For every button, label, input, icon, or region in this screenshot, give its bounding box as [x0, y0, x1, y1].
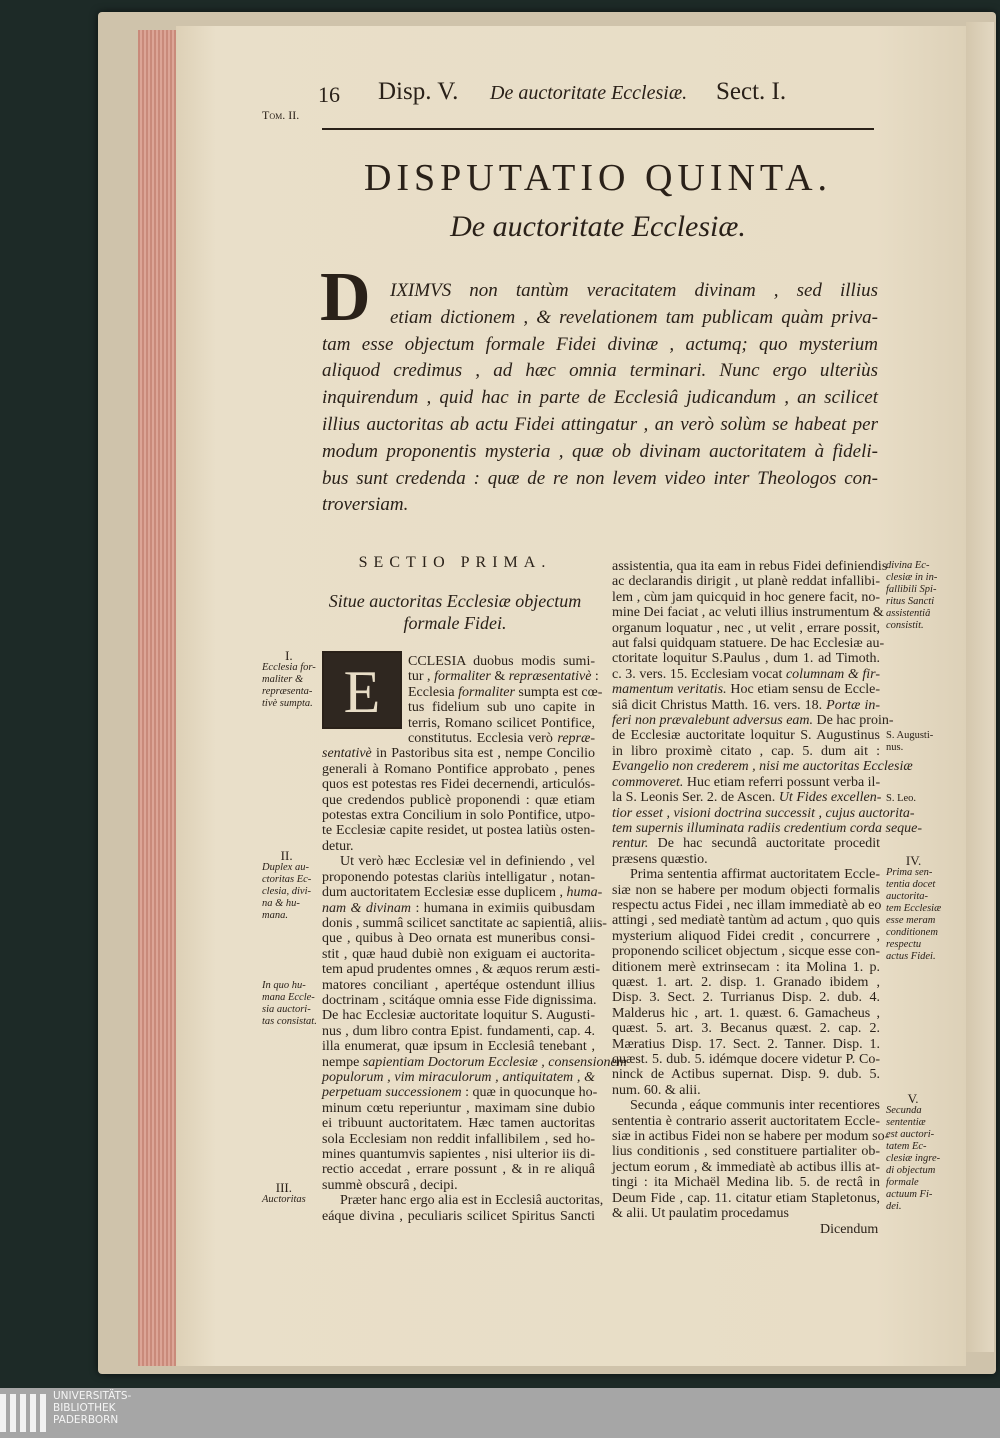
text-line — [322, 962, 601, 978]
text-line — [612, 960, 880, 975]
text-line — [612, 574, 880, 589]
text-line — [612, 667, 880, 682]
margin-note-9 — [886, 1093, 940, 1213]
text-line — [612, 975, 880, 990]
text-line — [612, 621, 880, 636]
text-line — [612, 590, 880, 605]
italic-text: tem supernis illuminata radiis credentium corda seque- — [612, 820, 923, 836]
text-line — [322, 777, 595, 792]
text-line — [322, 1008, 595, 1023]
intro-paragraph — [322, 278, 878, 519]
note-number: III. — [275, 1180, 292, 1195]
text-line — [322, 901, 595, 916]
text-span: Malderus hic , art. 1. quæst. 6. Gamacheus , — [612, 1005, 880, 1021]
note-line: S. Leo. — [886, 793, 917, 804]
text-span: constitutus. Ecclesia verò — [408, 731, 558, 747]
text-span: De hac secundâ auctoritate procedit — [648, 836, 880, 852]
text-line — [322, 885, 603, 901]
text-span: in Pastoribus sita est , nempe Concilio — [371, 746, 595, 762]
text-line — [322, 978, 595, 993]
italic-text: Ut Fides excellen- — [778, 790, 882, 806]
disputation-title: DISPUTATIO QUINTA. — [363, 157, 833, 199]
text-span: siæ non se habere per modum objecti formalis — [612, 882, 880, 898]
text-span: dum auctoritatem Ecclesiæ esse duplicem , — [322, 885, 567, 901]
note-line: conditionem — [886, 927, 938, 938]
italic-text: Portæ in- — [826, 697, 880, 713]
text-line — [322, 1070, 595, 1085]
note-line: mana. — [262, 910, 288, 921]
text-line — [612, 605, 884, 621]
text-span: proponendo scilicet objectum , sicque esse con- — [612, 944, 880, 960]
text-span: tus fidelium sub uno capite in — [408, 700, 595, 716]
next-page-edge — [966, 22, 994, 1352]
text-line — [612, 1067, 880, 1082]
text-line — [322, 915, 607, 931]
margin-note-7 — [886, 793, 916, 805]
margin-note-8 — [886, 855, 941, 963]
italic-text: rentur. — [612, 836, 649, 852]
text-span: generali à Romano Pontifice approbato , penes — [322, 761, 595, 777]
text-span: quæst. 5. dub. 5. idémque docere videtur P. Co- — [612, 1052, 880, 1067]
note-line: repræsenta- — [262, 686, 313, 697]
margin-note-5 — [886, 560, 937, 632]
text-line — [322, 1039, 595, 1054]
text-span: Hoc etiam sensu de Eccle- — [726, 682, 880, 698]
text-span: matores conciliant , apertéque ostendunt illius — [322, 977, 595, 993]
note-line: na & hu- — [262, 898, 300, 909]
text-span: Disp. 3. Sect. 2. Turrianus Disp. 2. dub. 4. — [612, 990, 880, 1006]
text-line — [322, 931, 595, 946]
italic-text: perpetuam successionem — [322, 1085, 462, 1101]
note-number: IV. — [905, 853, 922, 868]
text-line — [612, 836, 880, 851]
drop-cap-d: D — [320, 259, 371, 336]
italic-text: columnam & fir- — [785, 666, 880, 682]
note-line: Ecclesia for- — [262, 662, 316, 673]
text-span: c. 3. vers. 15. Ecclesiam vocat — [612, 666, 786, 682]
note-line: assistentiâ — [886, 608, 931, 619]
text-span: Mæratius Disp. 17. Sect. 2. Tanner. Disp. 1. — [612, 1036, 880, 1052]
italic-text: nam & divinam — [322, 900, 411, 916]
text-line — [612, 790, 880, 805]
text-span: sumpta est cœ- — [514, 684, 603, 700]
text-line — [612, 698, 880, 713]
ornamental-drop-cap-e: E — [322, 651, 402, 729]
text-line — [322, 1147, 595, 1162]
text-line — [612, 867, 880, 882]
text-line — [322, 684, 603, 700]
text-line — [322, 654, 595, 669]
text-line — [612, 929, 880, 944]
intro-line: inquirendum , quid hac in parte de Ecclesiâ judicandum , an scilicet — [322, 387, 878, 409]
note-line: di objectum — [886, 1165, 936, 1176]
text-span: te Ecclesiæ capite residet, ut postea latiùs osten- — [322, 823, 595, 839]
text-line — [322, 839, 595, 854]
running-title: De auctoritate Ecclesiæ. — [490, 82, 688, 104]
text-span: attingi , sed mediatè tantùm ad actum , quo quis — [612, 913, 880, 929]
text-line — [322, 716, 595, 731]
text-line — [612, 1037, 880, 1052]
page-number: 16 — [318, 82, 340, 107]
text-line — [322, 1193, 604, 1209]
text-line — [612, 559, 888, 574]
note-number: II. — [280, 848, 293, 863]
note-line: respectu — [886, 939, 922, 950]
note-line: fallibili Spi- — [886, 584, 937, 595]
text-line — [612, 1006, 880, 1021]
text-line — [322, 762, 595, 777]
margin-note-6 — [886, 730, 933, 754]
text-span: quæst. 5. art. 3. Becanus quæst. 2. cap. 2. — [612, 1021, 880, 1037]
text-line — [612, 852, 880, 867]
text-span: assistentia, qua ita eam in rebus Fidei definiendis — [612, 559, 888, 574]
text-line — [322, 1132, 595, 1147]
text-line — [322, 700, 595, 715]
text-line — [322, 1085, 598, 1101]
text-span: de Ecclesiæ auctoritate loquitur S. Augustinus — [612, 728, 880, 744]
text-span: nus , dum libro contra Epist. fundamenti, cap. 4. — [322, 1023, 595, 1039]
note-line: actuum Fi- — [886, 1189, 933, 1200]
note-line: consistit. — [886, 620, 924, 631]
note-line: tas consistat. — [262, 1016, 317, 1027]
text-span: minum cœtu reperiuntur , maximam sine dubio — [322, 1100, 595, 1116]
text-span: in libro proximè citato , cap. 5. dum ait : — [612, 743, 880, 759]
text-line — [322, 947, 595, 962]
text-line — [322, 1116, 595, 1131]
text-span: tingi : ita Michaël Medina lib. 5. de rectâ in — [612, 1175, 880, 1191]
text-span: quæst. 1. art. 2. disp. 1. Granado ibidem , — [612, 974, 880, 990]
note-line: dei. — [886, 1201, 902, 1212]
text-span: Ut verò hæc Ecclesiæ vel in definiendo , vel — [340, 854, 595, 870]
text-span: proponendo potestas clariùs intelligatur , notan- — [322, 869, 595, 885]
text-span: Prima sententia affirmat auctoritatem Eccle- — [630, 867, 880, 883]
text-span: ditionem merè extrinsecam : ita Molina 1. p. — [612, 959, 880, 975]
text-span: doctrinam , scitáque omnia esse Fide dignissima. — [322, 992, 597, 1008]
text-span: mysterium aliquod Fidei credit , concurrere , — [612, 928, 880, 944]
margin-note-3 — [262, 980, 317, 1028]
text-span: mine Dei faciat , ac veluti illius instrumentum & — [612, 605, 884, 621]
text-span: : quæ in quocunque ho- — [461, 1085, 598, 1101]
text-line — [322, 854, 595, 869]
text-span: illa enumerat, quæ ipsum in Ecclesiâ tenebant , — [322, 1039, 595, 1055]
note-line: divina Ec- — [886, 560, 930, 571]
text-span: organum loquatur , nec , ut velit , errare possit, — [612, 620, 880, 636]
note-line: auctorita- — [886, 891, 928, 902]
text-line — [612, 682, 880, 697]
intro-line: aliquod credimus , ad hæc omnia terminari. Nunc ergo ulteriùs — [322, 360, 878, 382]
note-line: clesia, divi- — [262, 886, 311, 897]
text-span: que , quibus à Deo ornata est muneribus consi- — [322, 931, 595, 947]
note-line: In quo hu- — [262, 980, 306, 991]
text-span: & — [490, 669, 509, 685]
italic-text: commoveret. — [612, 774, 684, 790]
note-line: nus. — [886, 742, 904, 753]
text-line — [612, 744, 880, 759]
section-subheading-2: formale Fidei. — [403, 613, 507, 633]
text-line — [612, 913, 880, 928]
text-span: stit , quæ haud dubiè non exiguam ei auctorita- — [322, 946, 595, 962]
disputation-subtitle: De auctoritate Ecclesiæ. — [450, 210, 746, 243]
text-span: De hac Ecclesiæ auctoritate loquitur S. Augusti- — [322, 1008, 595, 1024]
section-heading: SECTIO PRIMA. — [358, 554, 552, 571]
italic-text: repræ- — [557, 731, 595, 747]
italic-text: sapientiam Doctorum Ecclesiæ , consensionem — [362, 1054, 627, 1070]
text-span: : humana in eximiis quibusdam — [411, 900, 595, 916]
text-line — [322, 808, 595, 823]
text-span: mines quantumvis sapientes , nisi ulterior iis di- — [322, 1147, 595, 1162]
italic-text: populorum , vim miraculorum , antiquitatem , & — [322, 1069, 595, 1085]
library-logo-text — [53, 1390, 131, 1426]
text-line — [612, 1206, 880, 1221]
text-line — [612, 1098, 880, 1113]
text-line — [612, 990, 880, 1005]
text-line — [612, 1083, 880, 1098]
text-span: quos est potestas res Fidei decernendi, articulós- — [322, 777, 595, 793]
text-line — [322, 870, 595, 885]
text-line — [612, 728, 880, 743]
text-span: ei tribuunt auctoritatem. Hæc tamen auctoritas — [322, 1116, 595, 1132]
note-line: est auctori- — [886, 1129, 935, 1140]
text-line — [322, 823, 595, 838]
section-subheading: Situe auctoritas Ecclesiæ objectum — [328, 591, 582, 611]
header-rule — [322, 128, 874, 130]
italic-text: formaliter — [434, 669, 491, 685]
text-span: que credendos publicè proponendi : quæ etiam — [322, 792, 595, 808]
note-line: Auctoritas — [262, 1194, 306, 1205]
note-line: ctoritas Ec- — [262, 874, 312, 885]
intro-line: bus sunt credenda : quæ de re non levem video inter Theologos con- — [322, 467, 878, 489]
text-line — [612, 636, 885, 652]
italic-text: Evangelio non crederem , nisi me auctoritas Ecclesiæ — [612, 759, 913, 775]
text-span: sententia è contrario asserit auctoritatem Eccle- — [612, 1113, 880, 1129]
text-span: sola Ecclesiam non reddit infallibilem , sed ho- — [322, 1131, 595, 1147]
logo-line: PADERBORN — [53, 1414, 119, 1426]
disputation-label: Disp. V. — [378, 78, 459, 105]
intro-line: tam esse objectum formale Fidei divinæ , actumq; quo mysterium — [322, 333, 878, 355]
text-span: terris, Romano scilicet Pontifice, — [408, 715, 595, 731]
text-line — [322, 746, 595, 761]
note-line: tatem Ec- — [886, 1141, 927, 1152]
intro-line: illius auctoritas ab actu Fidei attingatur , an verò solùm se habeat per — [322, 413, 878, 435]
text-span: : — [591, 669, 599, 685]
text-span: De hac proin- — [813, 713, 894, 729]
text-span: ac declarandis dirigit , ut planè reddat infallibi- — [612, 574, 880, 590]
page-edges — [138, 30, 180, 1366]
intro-line: IXIMVS non tantùm veracitatem divinam , sed illius — [390, 280, 878, 301]
library-footer — [0, 1388, 1000, 1438]
text-line — [612, 805, 915, 821]
note-line: Duplex au- — [262, 862, 309, 873]
text-span: summè obscurâ , decipi. — [322, 1177, 458, 1193]
text-span: tem apud prudentes omnes , & æquos rerum æsti- — [322, 962, 601, 978]
text-line — [612, 1191, 880, 1206]
note-line: maliter & — [262, 674, 304, 685]
text-line — [322, 1054, 627, 1070]
note-line: Prima sen- — [886, 867, 933, 878]
text-span: Deum Fide , cap. 11. citatur etiam Stapletonus, — [612, 1190, 880, 1206]
text-line — [612, 944, 880, 959]
text-span: eáque divina , peculiaris scilicet Spiritus Sancti — [322, 1208, 595, 1224]
note-line: tentia docet — [886, 879, 936, 890]
note-number: I. — [285, 648, 293, 663]
text-span: lius conditionis , sed constituere partialiter ob- — [612, 1144, 880, 1160]
note-line: sententiæ — [886, 1117, 926, 1128]
text-line — [612, 1144, 880, 1159]
italic-text: sentativè — [322, 746, 372, 762]
text-span: ninck de Actibus supernat. Disp. 9. dub. 5. — [612, 1067, 880, 1083]
text-line — [612, 713, 894, 729]
section-label: Sect. I. — [716, 78, 787, 105]
text-span: præsens quæstio. — [612, 851, 708, 867]
text-line — [612, 1114, 880, 1129]
text-line — [612, 898, 880, 913]
intro-line: troversiam. — [322, 494, 409, 516]
note-line: S. Augusti- — [886, 730, 934, 741]
text-line — [612, 1160, 880, 1175]
italic-text: repræsentativè — [508, 669, 592, 685]
text-span: potestas extra Concilium in solo Pontifice, utpo- — [322, 808, 595, 824]
text-line — [612, 1021, 880, 1036]
text-span: ctoritate loquitur S.Paulus , dum 1. ad Timoth. — [612, 651, 880, 667]
italic-text: formaliter — [458, 684, 515, 700]
text-line — [322, 731, 595, 746]
text-span: jectum eorum , & immediatè ab actibus illis at- — [612, 1159, 880, 1175]
note-line: actus Fidei. — [886, 951, 936, 962]
intro-line: modum proponentis mysteria , quæ ob divinam auctoritatem à fideli- — [322, 440, 878, 462]
text-line — [612, 1052, 880, 1067]
text-span: Huc etiam referri possunt verba il- — [683, 774, 881, 790]
text-span: & alii. Ut paulatim procedamus — [612, 1206, 789, 1222]
text-line — [612, 1129, 890, 1145]
margin-note-2 — [262, 850, 311, 922]
text-span: lem , cùm jam quicquid in hoc genere facit, no- — [612, 589, 880, 605]
italic-text: huma- — [566, 885, 603, 901]
text-span: CCLESIA duobus modis sumi- — [408, 654, 595, 669]
text-line — [322, 1209, 595, 1224]
text-span: Præter hanc ergo alia est in Ecclesiâ auctoritas, — [340, 1193, 604, 1209]
text-span: aut falsi quidquam statuere. De hac Ecclesiæ au- — [612, 636, 885, 652]
italic-text: feri non prævalebunt adversus eam. — [612, 713, 814, 729]
text-line — [612, 651, 880, 666]
catchword: Dicendum — [820, 1222, 879, 1237]
text-line — [612, 775, 880, 790]
text-span: siæ in actibus Fidei non se habere per modum so- — [612, 1129, 890, 1145]
text-span: la S. Leonis Ser. 2. de Ascen. — [612, 790, 779, 806]
note-line: tem Ecclesiæ — [886, 903, 942, 914]
margin-note-1 — [262, 650, 316, 710]
text-line — [612, 883, 880, 898]
margin-note-4 — [262, 1182, 306, 1206]
text-span: tur , — [408, 669, 435, 685]
text-line — [322, 793, 595, 808]
text-span: Ecclesia — [408, 684, 459, 700]
logo-line: BIBLIOTHEK — [53, 1402, 116, 1414]
italic-text: tior esset , visioni doctrina successit , cujus auctorita- — [612, 805, 915, 821]
note-line: formale — [886, 1177, 919, 1188]
note-line: clesiæ in in- — [886, 572, 938, 583]
text-line — [322, 1024, 595, 1039]
text-span: detur. — [322, 838, 354, 854]
text-span: num. 60. & alii. — [612, 1082, 701, 1098]
text-line — [612, 820, 923, 836]
note-line: Secunda — [886, 1105, 922, 1116]
note-line: clesiæ ingre- — [886, 1153, 941, 1164]
text-span: siâ dicit Christus Matth. 16. vers. 18. — [612, 697, 827, 713]
text-span: nempe — [322, 1054, 363, 1070]
note-line: sia auctori- — [262, 1004, 311, 1015]
text-line — [322, 1162, 595, 1177]
text-span: donis , summâ scilicet sanctitate ac sapientiâ, aliis- — [322, 915, 607, 931]
note-line: esse meram — [886, 915, 936, 926]
tome-label: Tom. II. — [262, 108, 300, 122]
note-line: ritus Sancti — [886, 596, 935, 607]
text-span: Secunda , eáque communis inter recentiores — [630, 1098, 880, 1114]
text-line — [322, 1101, 595, 1116]
note-number: V. — [907, 1091, 919, 1106]
text-line — [322, 669, 599, 685]
intro-line: etiam dictionem , & revelationem tam publicam quàm priva- — [390, 306, 878, 328]
italic-text: mamentum veritatis. — [612, 682, 727, 698]
text-line — [612, 1175, 880, 1190]
text-line — [322, 1178, 595, 1193]
note-line: mana Eccle- — [262, 992, 315, 1003]
logo-line: UNIVERSITÄTS- — [53, 1390, 132, 1402]
note-line: tivè sumpta. — [262, 698, 313, 709]
text-line — [612, 759, 913, 775]
text-span: respectu actus Fidei , nec illam immediatè ab eo — [612, 897, 882, 913]
text-line — [322, 993, 595, 1008]
left-column — [322, 654, 627, 1224]
text-span: rectio accedat , errare possunt , & in re aliquâ — [322, 1162, 595, 1178]
